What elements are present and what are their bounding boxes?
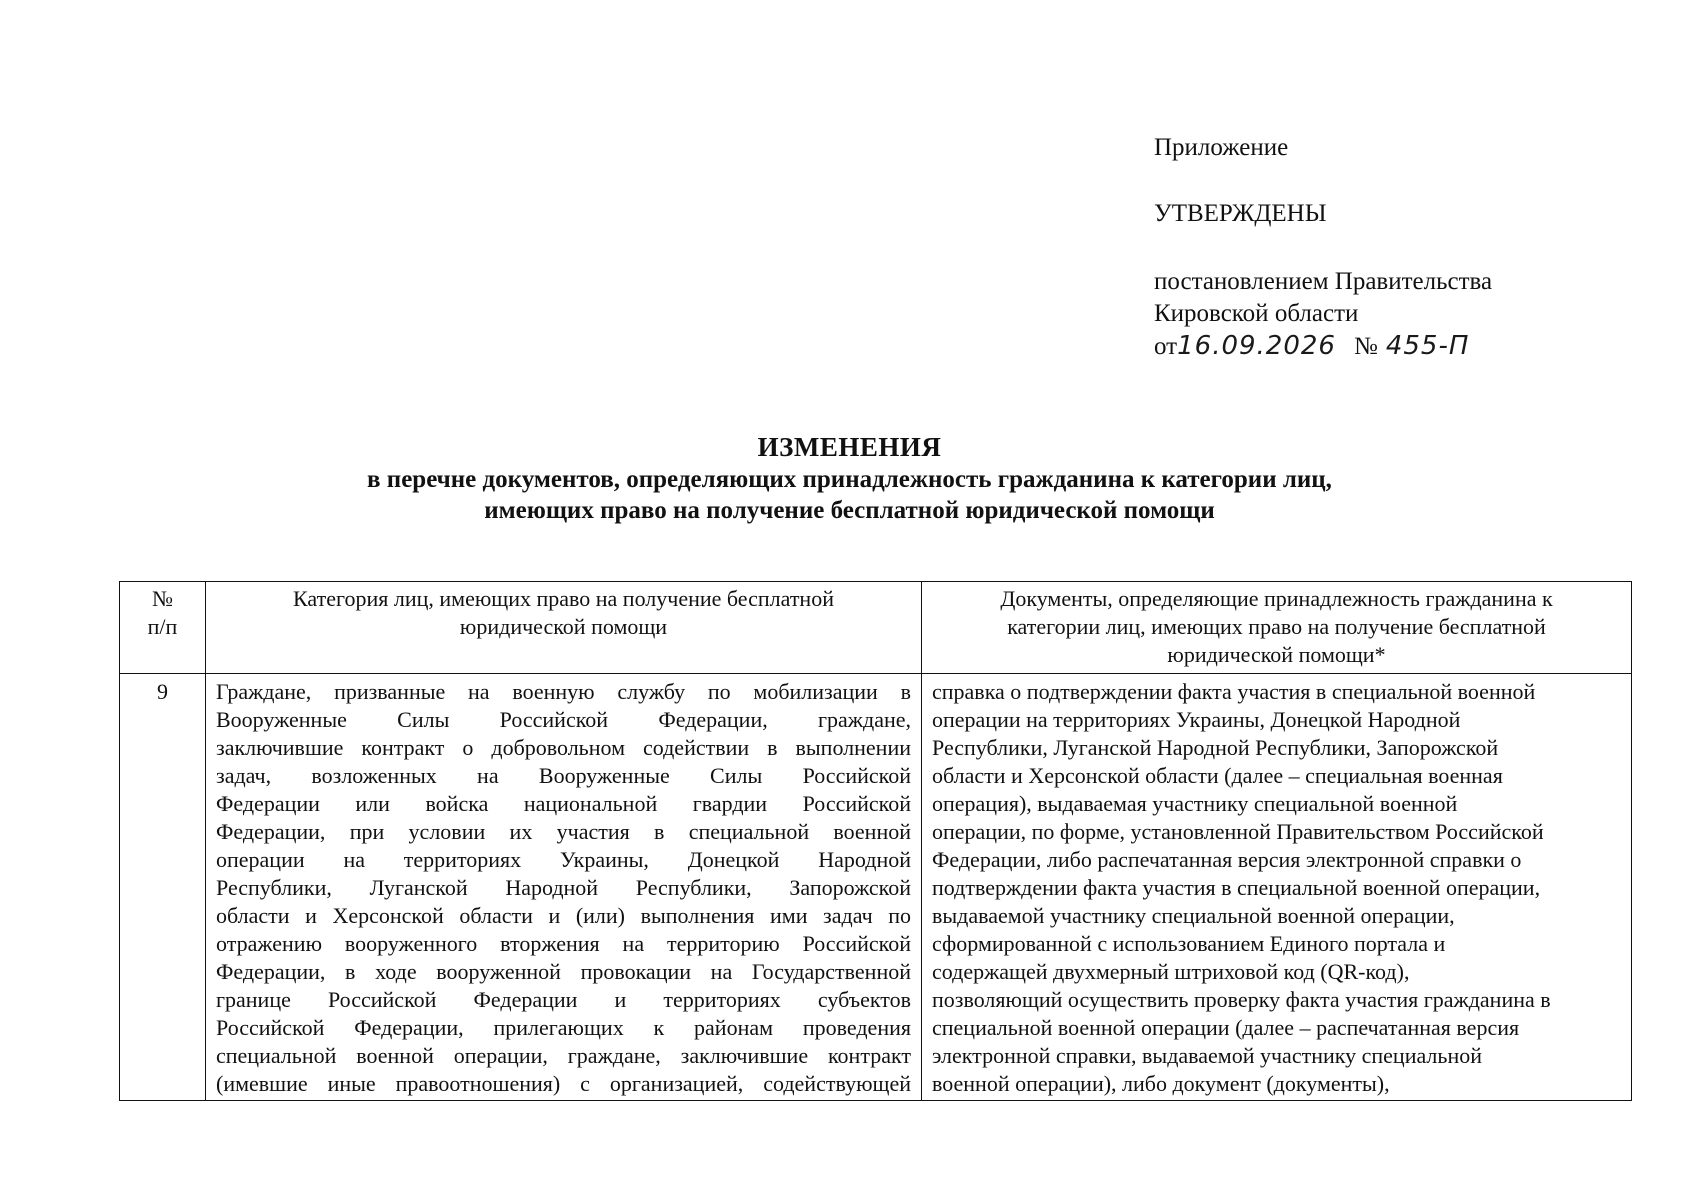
header-documents-line-3: юридической помощи*: [1167, 642, 1386, 667]
category-text: [216, 678, 911, 1096]
category-line: Российской Федерации, прилегающих к районам проведения: [216, 1015, 911, 1040]
title-subheading-line-1: в перечне документов, определяющих принадлежность гражданина к категории лиц,: [367, 466, 1332, 493]
category-line: отражению вооруженного вторжения на территорию Российской: [216, 931, 911, 956]
approved-label: УТВЕРЖДЕНЫ: [1154, 200, 1327, 227]
category-line: (имевшие иные правоотношения) с организацией, содействующей: [216, 1071, 911, 1096]
documents-line: позволяющий осуществить проверку факта участия гражданина в: [932, 987, 1551, 1012]
documents-line: военной операции), либо документ (документы),: [932, 1071, 1390, 1096]
approval-block: [1154, 132, 1654, 363]
documents-line: содержащей двухмерный штриховой код (QR-код),: [932, 959, 1410, 984]
title-heading: ИЗМЕНЕНИЯ: [757, 432, 942, 462]
resolution-date-line: [1154, 330, 1654, 363]
category-line: задач, возложенных на Вооруженные Силы Российской: [216, 763, 911, 788]
category-line: Республики, Луганской Народной Республики, Запорожской: [216, 875, 911, 900]
row-number: 9: [120, 674, 206, 1101]
documents-line: выдаваемой участнику специальной военной операции,: [932, 903, 1455, 928]
handwritten-number: 455-П: [1385, 331, 1470, 361]
header-category-line-2: юридической помощи: [459, 614, 668, 639]
number-sign: №: [1353, 333, 1378, 360]
documents-line: электронной справки, выдаваемой участнику специальной: [932, 1043, 1482, 1068]
document-title: [0, 430, 1699, 526]
category-line: Граждане, призванные на военную службу по мобилизации в: [216, 679, 911, 704]
resolution-line-1: постановлением Правительства: [1154, 268, 1493, 295]
table-row: [120, 674, 1632, 1101]
documents-line: специальной военной операции (далее – распечатанная версия: [932, 1015, 1520, 1040]
category-line: Федерации, при условии их участия в специальной военной: [216, 819, 911, 844]
header-documents-line-2: категории лиц, имеющих право на получение бесплатной: [1007, 614, 1546, 639]
category-line: операции на территориях Украины, Донецкой Народной: [216, 847, 911, 872]
documents-line: сформированной с использованием Единого портала и: [932, 931, 1446, 956]
appendix-label: Приложение: [1154, 134, 1289, 161]
row-documents: [922, 674, 1632, 1101]
documents-line: подтверждении факта участия в специальной военной операции,: [932, 875, 1541, 900]
category-line: границе Российской Федерации и территориях субъектов: [216, 987, 911, 1012]
category-line: Вооруженные Силы Российской Федерации, граждане,: [216, 707, 911, 732]
category-line: Федерации, в ходе вооруженной провокации на Государственной: [216, 959, 911, 984]
documents-text: [932, 678, 1621, 1096]
header-number: [120, 582, 206, 674]
header-category-line-1: Категория лиц, имеющих право на получение бесплатной: [293, 586, 834, 611]
category-line: Федерации или войска национальной гвардии Российской: [216, 791, 911, 816]
handwritten-date: 16.09.2026: [1177, 331, 1336, 361]
documents-line: операции, по форме, установленной Правительством Российской: [932, 819, 1544, 844]
header-documents-line-1: Документы, определяющие принадлежность гражданина к: [1000, 586, 1553, 611]
documents-table: [119, 581, 1632, 1101]
documents-line: операции на территориях Украины, Донецкой Народной: [932, 707, 1461, 732]
resolution-line-2: Кировской области: [1154, 300, 1359, 327]
documents-line: Федерации, либо распечатанная версия электронной справки о: [932, 847, 1522, 872]
header-number-line-2: п/п: [147, 614, 178, 639]
category-line: заключившие контракт о добровольном содействии в выполнении: [216, 735, 911, 760]
documents-line: операция), выдаваемая участнику специальной военной: [932, 791, 1458, 816]
category-line: специальной военной операции, граждане, заключившие контракт: [216, 1043, 911, 1068]
date-prefix: от: [1154, 333, 1178, 360]
header-category: [206, 582, 922, 674]
title-subheading-line-2: имеющих право на получение бесплатной юридической помощи: [484, 497, 1215, 524]
documents-line: справка о подтверждении факта участия в специальной военной: [932, 679, 1536, 704]
table-header-row: [120, 582, 1632, 674]
row-category: [206, 674, 922, 1101]
header-documents: [922, 582, 1632, 674]
header-number-line-1: №: [152, 586, 173, 611]
documents-line: Республики, Луганской Народной Республики, Запорожской: [932, 735, 1499, 760]
category-line: области и Херсонской области и (или) выполнения ими задач по: [216, 903, 911, 928]
documents-line: области и Херсонской области (далее – специальная военная: [932, 763, 1503, 788]
